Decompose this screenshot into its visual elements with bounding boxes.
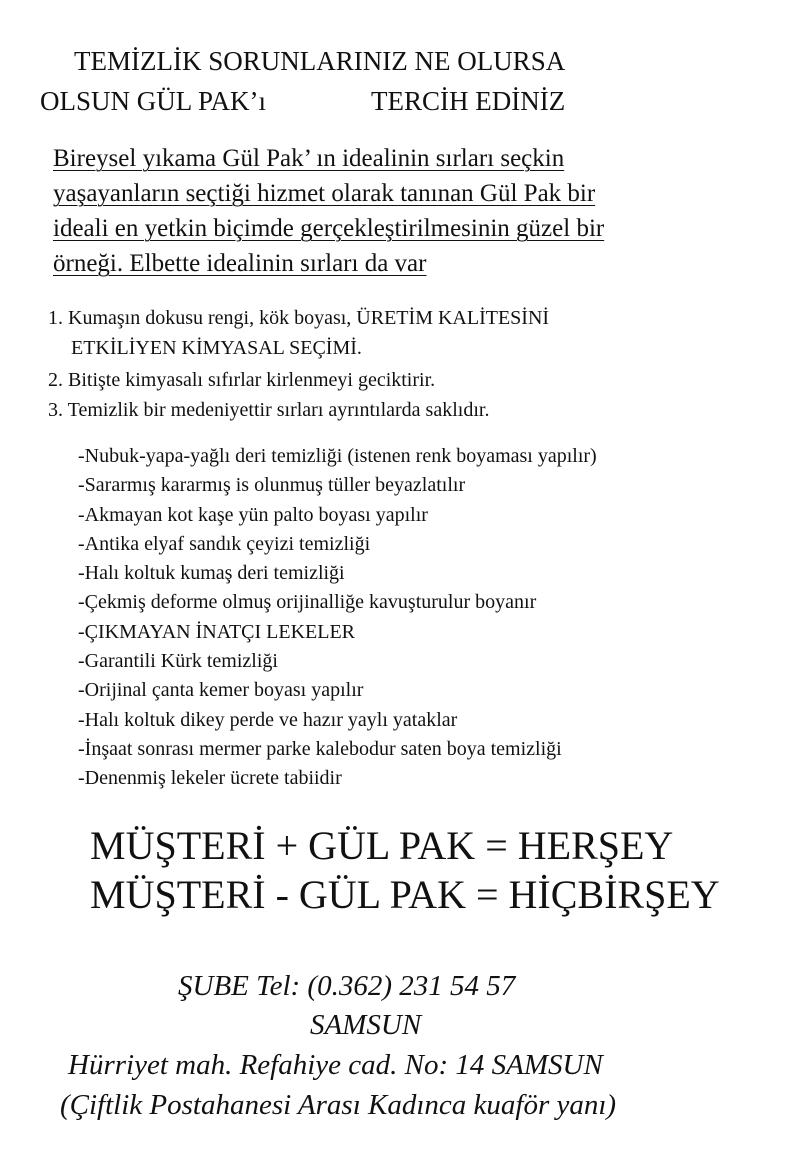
service-item: -Orijinal çanta kemer boyası yapılır — [78, 679, 364, 702]
intro-line: örneği. Elbette idealinin sırları da var — [53, 250, 427, 277]
service-item: -Nubuk-yapa-yağlı deri temizliği (istenen renk boyaması yapılır) — [78, 445, 597, 467]
numbered-item-1: 1. Kumaşın dokusu rengi, kök boyası, ÜRETİM KALİTESİNİ — [48, 307, 550, 329]
intro-line: Bireysel yıkama Gül Pak’ ın idealinin sırları seçkin — [53, 145, 565, 172]
service-item: -ÇIKMAYAN İNATÇI LEKELER — [78, 620, 356, 643]
service-item: -Halı koltuk kumaş deri temizliği — [78, 562, 345, 585]
headline-line-2-right: TERCİH EDİNİZ — [371, 86, 566, 116]
headline-line-1: TEMİZLİK SORUNLARINIZ NE OLURSA — [74, 46, 566, 76]
numbered-item-3: 3. Temizlik bir medeniyettir sırları ayrıntılarda saklıdır. — [48, 399, 490, 421]
contact-phone: ŞUBE Tel: (0.362) 231 54 57 — [178, 970, 516, 1002]
service-item: -Denenmiş lekeler ücrete tabiidir — [78, 767, 342, 790]
headline-line-2-left: OLSUN GÜL PAK’ı — [40, 86, 267, 116]
numbered-item-2: 2. Bitişte kimyasalı sıfırlar kirlenmeyi geciktirir. — [48, 369, 436, 391]
service-item: -Akmayan kot kaşe yün palto boyası yapılır — [78, 503, 428, 526]
services-list — [78, 442, 597, 794]
numbered-item-1-continuation: ETKİLİYEN KİMYASAL SEÇİMİ. — [71, 337, 362, 359]
service-item: -Antika elyaf sandık çeyizi temizliği — [78, 532, 371, 555]
contact-city: SAMSUN — [310, 1009, 422, 1041]
contact-landmark: (Çiftlik Postahanesi Arası Kadınca kuaför yanı) — [60, 1089, 617, 1121]
intro-line: ideali en yetkin biçimde gerçekleştirilmesinin güzel bir — [53, 215, 605, 242]
slogan-plus: MÜŞTERİ + GÜL PAK = HERŞEY — [90, 823, 674, 868]
service-item: -Garantili Kürk temizliği — [78, 650, 278, 673]
service-item: -Halı koltuk dikey perde ve hazır yaylı yataklar — [78, 708, 458, 731]
intro-line: yaşayanların seçtiği hizmet olarak tanınan Gül Pak bir — [53, 180, 596, 207]
service-item: -İnşaat sonrası mermer parke kalebodur saten boya temizliği — [78, 737, 562, 760]
service-item: -Çekmiş deforme olmuş orijinalliğe kavuşturulur boyanır — [78, 591, 537, 614]
service-item: -Sararmış kararmış is olunmuş tüller beyazlatılır — [78, 474, 466, 497]
slogan-minus: MÜŞTERİ - GÜL PAK = HİÇBİRŞEY — [90, 872, 720, 917]
contact-address: Hürriyet mah. Refahiye cad. No: 14 SAMSUN — [68, 1049, 603, 1081]
